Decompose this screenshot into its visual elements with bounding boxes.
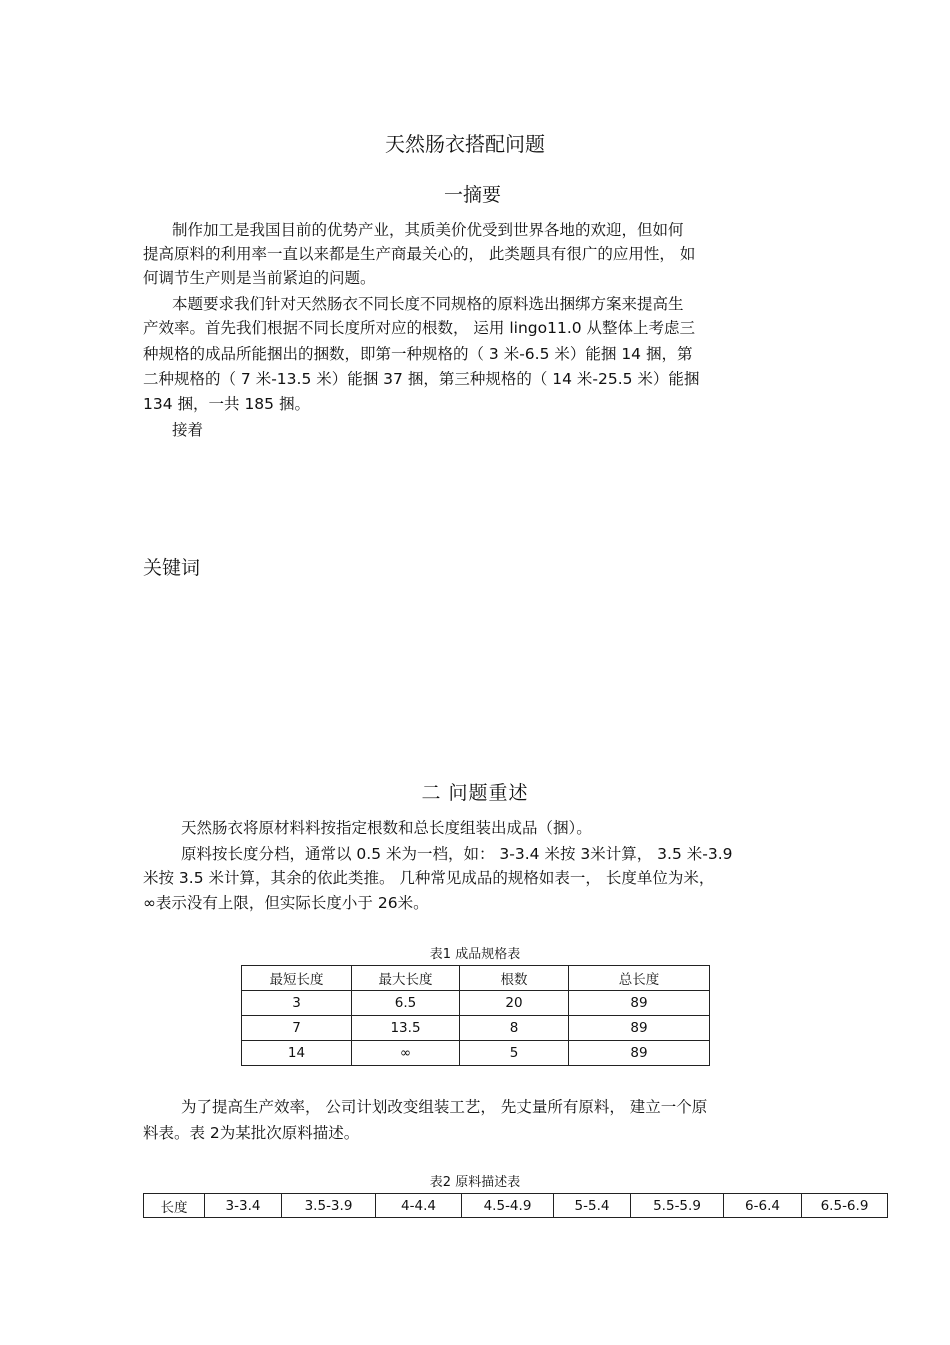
table-cell: 4.5-4.9: [462, 1194, 554, 1218]
abstract-line: 134 捆，一共 185 捆。: [143, 395, 310, 413]
table-row: [242, 991, 710, 1016]
table-cell: 6.5: [352, 991, 460, 1016]
restatement-line: 料表。表 2为某批次原料描述。: [143, 1124, 360, 1142]
table-cell: 5.5-5.9: [631, 1194, 724, 1218]
table-header-cell: 长度: [144, 1194, 205, 1218]
restatement-line: 为了提高生产效率， 公司计划改变组装工艺， 先丈量所有原料， 建立一个原: [181, 1098, 708, 1116]
abstract-line: 提高原料的利用率一直以来都是生产商最关心的， 此类题具有很广的应用性， 如: [143, 245, 696, 263]
abstract-line: 种规格的成品所能捆出的捆数，即第一种规格的（ 3 米-6.5 米）能捆 14 捆，第: [143, 345, 693, 363]
restatement-line: 天然肠衣将原材料料按指定根数和总长度组装出成品（捆）。: [181, 819, 592, 837]
table-cell: 13.5: [352, 1016, 460, 1041]
table-cell: 89: [569, 1016, 710, 1041]
restatement-heading: 二 问题重述: [421, 782, 529, 804]
table1-caption: 表1 成品规格表: [429, 947, 521, 962]
table-cell: 6.5-6.9: [802, 1194, 888, 1218]
abstract-line: 制作加工是我国目前的优势产业，其质美价优受到世界各地的欢迎，但如何: [172, 221, 684, 239]
abstract-line: 接着: [172, 421, 204, 439]
table-cell: 7: [242, 1016, 352, 1041]
restatement-line: 米按 3.5 米计算，其余的依此类推。 几种常见成品的规格如表一， 长度单位为米，: [143, 869, 715, 887]
abstract-heading: 一摘要: [443, 184, 501, 206]
table-cell: 4-4.4: [376, 1194, 462, 1218]
table-header-cell: 根数: [460, 966, 569, 991]
table-cell: 5-5.4: [554, 1194, 631, 1218]
table2-caption: 表2 原料描述表: [429, 1175, 521, 1190]
document-title: 天然肠衣搭配问题: [385, 132, 545, 156]
table-cell: 5: [460, 1041, 569, 1066]
table-cell: 20: [460, 991, 569, 1016]
abstract-line: 产效率。首先我们根据不同长度所对应的根数， 运用 lingo11.0 从整体上考虑三: [143, 319, 696, 337]
abstract-line: 本题要求我们针对天然肠衣不同长度不同规格的原料选出捆绑方案来提高生: [172, 295, 684, 313]
table-header-cell: 最大长度: [352, 966, 460, 991]
table-cell: 3-3.4: [205, 1194, 282, 1218]
table-row: [144, 1194, 888, 1218]
table-cell: 6-6.4: [724, 1194, 802, 1218]
abstract-line: 二种规格的（ 7 米-13.5 米）能捆 37 捆，第三种规格的（ 14 米-25.5 米）能捆: [143, 370, 700, 388]
table-row: [242, 1016, 710, 1041]
restatement-line: 原料按长度分档，通常以 0.5 米为一档，如： 3-3.4 米按 3米计算， 3.5 米-3.9: [181, 845, 733, 863]
raw-material-table: [143, 1193, 888, 1218]
product-spec-table: [241, 965, 710, 1066]
abstract-line: 何调节生产则是当前紧迫的问题。: [143, 269, 376, 287]
table-row: [242, 1041, 710, 1066]
table-cell: 3.5-3.9: [282, 1194, 376, 1218]
table-cell: 89: [569, 1041, 710, 1066]
keywords-label: 关键词: [143, 557, 201, 579]
table-cell: 8: [460, 1016, 569, 1041]
table-cell: 14: [242, 1041, 352, 1066]
table-header-cell: 总长度: [569, 966, 710, 991]
table-cell: 3: [242, 991, 352, 1016]
table-cell: 89: [569, 991, 710, 1016]
table-cell: ∞: [352, 1041, 460, 1066]
table-header-cell: 最短长度: [242, 966, 352, 991]
restatement-line: ∞表示没有上限，但实际长度小于 26米。: [143, 894, 429, 912]
table-header-row: [242, 966, 710, 991]
